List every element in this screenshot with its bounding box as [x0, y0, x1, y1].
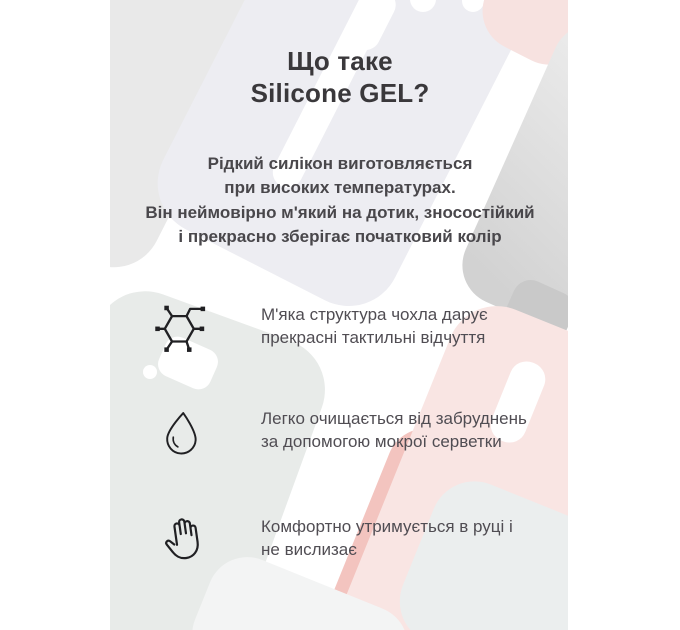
page-title-line2: Silicone GEL?	[250, 77, 430, 108]
feature-text	[261, 408, 527, 453]
feature-text-line: Комфортно утримується в руці і	[261, 517, 513, 537]
case-camera-dot	[143, 365, 157, 379]
intro-line: і прекрасно зберігає початковий колір	[178, 226, 502, 246]
feature-text-line: за допомогою мокрої серветки	[261, 432, 502, 451]
feature-text	[261, 304, 488, 349]
intro-line: при високих температурах.	[224, 178, 456, 198]
drop-icon	[150, 399, 214, 463]
molecule-icon	[150, 295, 214, 359]
feature-row-comfort-grip	[150, 506, 620, 572]
intro-line: Він неймовірно м'який на дотик, зносостійкий	[145, 202, 535, 222]
intro-text	[0, 152, 680, 249]
feature-text-line: прекрасні тактильні відчуття	[261, 328, 486, 347]
intro-line: Рідкий силікон виготовляється	[207, 154, 473, 173]
feature-text	[261, 516, 513, 561]
feature-text-line: Легко очищається від забруднень	[261, 409, 527, 429]
feature-text-line: не вислизає	[261, 540, 357, 559]
page-title-line1: Що таке	[287, 46, 393, 76]
page-title	[0, 46, 680, 109]
hand-icon	[150, 507, 214, 571]
feature-row-easy-cleaning	[150, 398, 620, 464]
feature-row-soft-structure	[150, 294, 620, 360]
feature-text-line: М'яка структура чохла дарує	[261, 305, 488, 325]
